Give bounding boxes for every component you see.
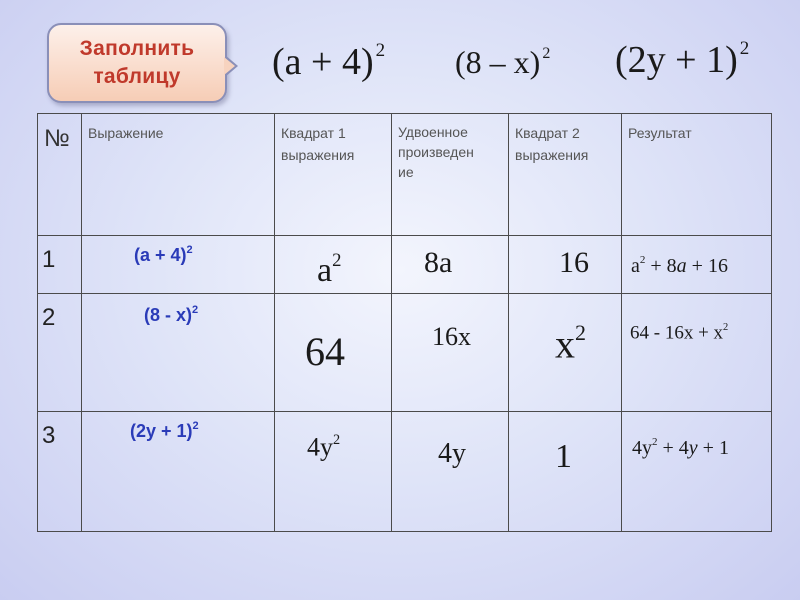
result-cell[interactable]: $64 - 16x + x^2$ <box>622 294 772 412</box>
table-row <box>38 294 772 412</box>
header-row <box>38 114 772 236</box>
result-cell[interactable]: $4y^2 + 4y + 1$ <box>622 412 772 532</box>
square2-cell[interactable]: $x^2$ <box>509 294 622 412</box>
row-expression: $(2y + 1)^2$ <box>82 412 275 532</box>
square1-cell[interactable]: $a^2$ <box>275 236 392 294</box>
header-expression: Выражение <box>82 114 275 236</box>
square1-cell[interactable]: 64 <box>275 294 392 412</box>
formula-1: (a + 4) $^2$ <box>272 40 386 84</box>
double-product-cell[interactable]: 16x <box>392 294 509 412</box>
button-pointer-fill <box>224 57 235 75</box>
double-product-cell[interactable]: 8a <box>392 236 509 294</box>
header-double-product: Удвоенное произведен ие <box>392 114 509 236</box>
fill-table-button-line2: таблицу <box>93 65 181 88</box>
square2-cell[interactable]: 16 <box>509 236 622 294</box>
row-expression: $(a + 4)^2$ <box>82 236 275 294</box>
header-square1: Квадрат 1 выражения <box>275 114 392 236</box>
square2-cell[interactable]: 1 <box>509 412 622 532</box>
fill-table-button-line1: Заполнить <box>79 37 195 60</box>
row-expression: (8 - x)$^2$ <box>82 294 275 412</box>
formula-2: (8 – x) $^2$ <box>455 44 551 80</box>
double-product-cell[interactable]: 4y <box>392 412 509 532</box>
fill-table-button[interactable] <box>47 23 227 103</box>
result-cell[interactable]: $a^2 + 8a + 16$ <box>622 236 772 294</box>
table-row <box>38 412 772 532</box>
row-number: 2 <box>38 294 82 412</box>
header-result: Результат <box>622 114 772 236</box>
header-square2: Квадрат 2 выражения <box>509 114 622 236</box>
table-row <box>38 236 772 294</box>
formula-3: (2y + 1) $^2$ <box>615 38 750 82</box>
square1-cell[interactable]: $4y^2$ <box>275 412 392 532</box>
header-number: № <box>38 114 82 236</box>
row-number: 1 <box>38 236 82 294</box>
row-number: 3 <box>38 412 82 532</box>
exercise-table <box>37 113 772 532</box>
